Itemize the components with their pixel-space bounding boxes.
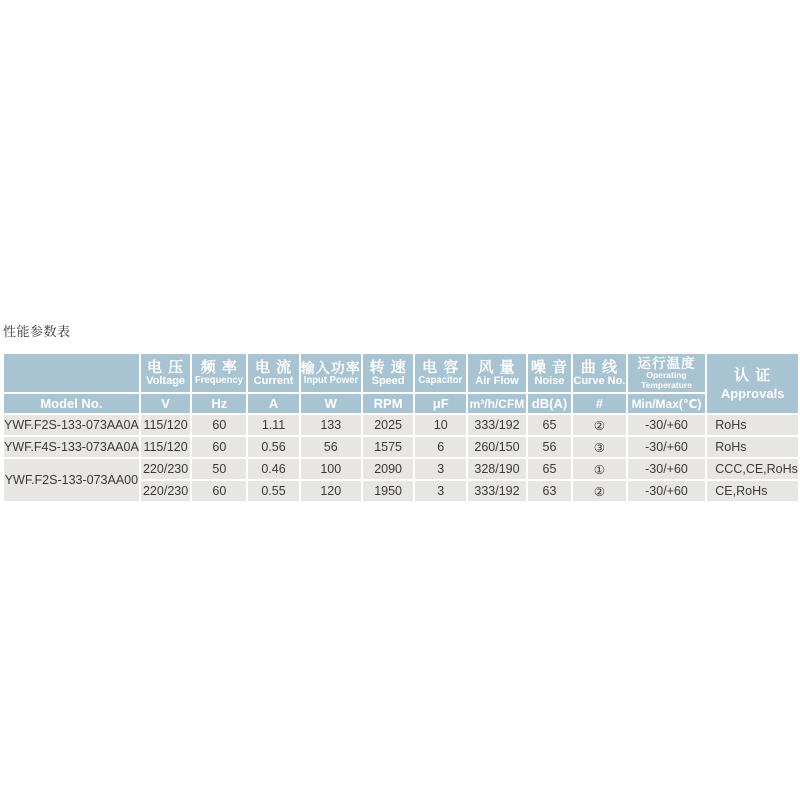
value-cell: -30/+60 (628, 415, 706, 435)
value-cell: 0.56 (248, 437, 299, 457)
corner-cell (4, 354, 139, 392)
unit-input-power: W (301, 394, 361, 413)
current-cn-label: 电 流 (254, 358, 293, 376)
unit-frequency: Hz (192, 394, 246, 413)
unit-current: A (248, 394, 299, 413)
curve-en-label: Curve No. (573, 374, 626, 387)
curve-number-cell: ② (573, 481, 626, 501)
value-cell: 65 (528, 415, 571, 435)
voltage-en-label: Voltage (146, 374, 186, 387)
model-no-header: Model No. (4, 394, 139, 413)
value-cell: 1575 (363, 437, 414, 457)
col-approvals-header (707, 354, 798, 413)
curve-number-cell: ③ (573, 437, 626, 457)
table-row (4, 415, 798, 435)
value-cell: 133 (301, 415, 361, 435)
value-cell: 10 (415, 415, 466, 435)
value-cell: 3 (415, 481, 466, 501)
table-row (4, 459, 798, 479)
unit-operating-temp: Min/Max(℃) (628, 394, 706, 413)
col-voltage-header (141, 354, 191, 392)
curve-number-cell: ① (573, 459, 626, 479)
value-cell: 2025 (363, 415, 414, 435)
value-cell: -30/+60 (628, 437, 706, 457)
value-cell: 328/190 (468, 459, 526, 479)
approvals-cell: CCC,CE,RoHs (707, 459, 798, 479)
speed-en-label: Speed (371, 374, 405, 387)
unit-speed: RPM (363, 394, 414, 413)
value-cell: 60 (192, 415, 246, 435)
value-cell: 0.46 (248, 459, 299, 479)
table-row (4, 437, 798, 457)
col-operating-temp-header (628, 354, 706, 392)
value-cell: 6 (415, 437, 466, 457)
current-en-label: Current (253, 374, 294, 387)
value-cell: 333/192 (468, 415, 526, 435)
value-cell: 260/150 (468, 437, 526, 457)
unit-voltage: V (141, 394, 191, 413)
col-current-header (248, 354, 299, 392)
value-cell: 120 (301, 481, 361, 501)
value-cell: 220/230 (141, 481, 191, 501)
value-cell: 63 (528, 481, 571, 501)
approvals-cell: RoHs (707, 437, 798, 457)
value-cell: 100 (301, 459, 361, 479)
unit-noise: dB(A) (528, 394, 571, 413)
model-cell: YWF.F4S-133-073AA0A (4, 437, 139, 457)
value-cell: 56 (301, 437, 361, 457)
value-cell: 56 (528, 437, 571, 457)
approvals-cn-label: 认 证 (734, 366, 772, 384)
operating-temp-en-label-2: Temperature (641, 379, 692, 390)
approvals-en-label: Approvals (720, 385, 785, 401)
air-flow-en-label: Air Flow (475, 374, 519, 387)
col-input-power-header (301, 354, 361, 392)
col-capacitor-header (415, 354, 466, 392)
model-cell: YWF.F2S-133-073AA0A (4, 415, 139, 435)
value-cell: 2090 (363, 459, 414, 479)
unit-air-flow: m³/h/CFM (468, 394, 526, 413)
value-cell: 60 (192, 437, 246, 457)
value-cell: 115/120 (141, 437, 191, 457)
model-cell-merged: YWF.F2S-133-073AA00 (4, 459, 139, 501)
operating-temp-cn-label: 运行温度 (637, 355, 696, 371)
value-cell: 1.11 (248, 415, 299, 435)
value-cell: 65 (528, 459, 571, 479)
noise-cn-label: 噪 音 (530, 358, 569, 376)
page-title: 性能参数表 (3, 324, 71, 339)
value-cell: -30/+60 (628, 459, 706, 479)
frequency-en-label: Frequency (195, 375, 244, 387)
approvals-cell: CE,RoHs (707, 481, 798, 501)
value-cell: -30/+60 (628, 481, 706, 501)
capacitor-cn-label: 电 容 (422, 359, 460, 377)
spec-table (2, 352, 800, 503)
capacitor-en-label: Capacitor (418, 375, 463, 387)
header-row-units (4, 394, 798, 413)
curve-number-cell: ② (573, 415, 626, 435)
col-speed-header (363, 354, 414, 392)
value-cell: 1950 (363, 481, 414, 501)
value-cell: 220/230 (141, 459, 191, 479)
voltage-cn-label: 电 压 (147, 358, 185, 376)
value-cell: 60 (192, 481, 246, 501)
unit-curve: # (573, 394, 626, 413)
curve-cn-label: 曲 线 (580, 358, 618, 376)
approvals-cell: RoHs (707, 415, 798, 435)
value-cell: 3 (415, 459, 466, 479)
unit-capacitor: μF (415, 394, 466, 413)
value-cell: 50 (192, 459, 246, 479)
header-row-titles (4, 354, 798, 392)
input-power-en-label: Input Power (303, 374, 358, 386)
col-frequency-header (192, 354, 246, 392)
frequency-cn-label: 频 率 (200, 359, 238, 377)
speed-cn-label: 转 速 (369, 358, 407, 376)
col-noise-header (528, 354, 571, 392)
air-flow-cn-label: 风 量 (478, 358, 516, 376)
col-air-flow-header (468, 354, 526, 392)
value-cell: 333/192 (468, 481, 526, 501)
noise-en-label: Noise (534, 374, 565, 387)
value-cell: 0.55 (248, 481, 299, 501)
operating-temp-en-label-1: Operating (646, 370, 687, 381)
input-power-cn-label: 输入功率 (300, 359, 361, 376)
col-curve-header (573, 354, 626, 392)
value-cell: 115/120 (141, 415, 191, 435)
